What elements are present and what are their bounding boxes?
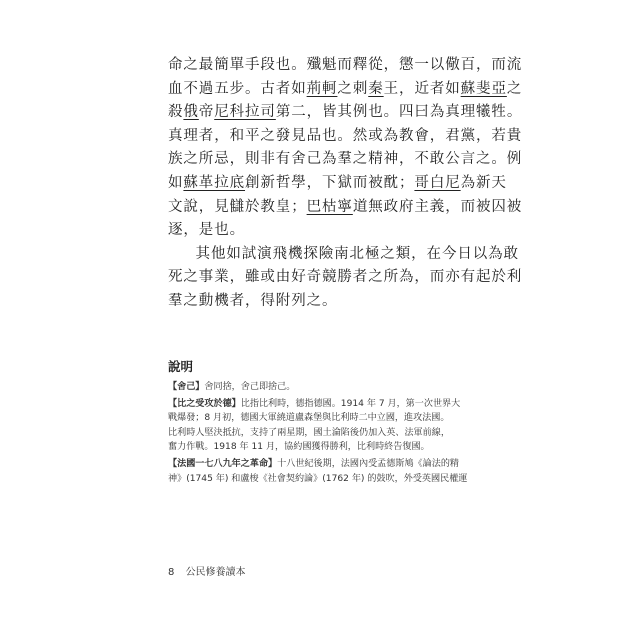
text-run: 道無政府主義，而被囚被 — [352, 198, 523, 215]
proper-name: 荊軻 — [306, 80, 338, 97]
text-line — [168, 172, 507, 196]
note-text: 比指比利時，德指德國。1914 年 7 月，第一次世界大 — [240, 398, 461, 409]
main-text — [168, 54, 523, 314]
text-line — [168, 219, 458, 243]
note-line — [168, 380, 458, 395]
text-line — [168, 266, 523, 290]
text-line — [168, 290, 458, 314]
proper-name: 蘇革拉底 — [183, 174, 246, 191]
text-run: 如 — [168, 174, 184, 191]
note-text: 神》(1745 年) 和盧梭《社會契約論》(1762 年) 的鼓吹，外受英國民權運 — [168, 473, 468, 484]
text-run: 命之最簡單手段也。殲魁而釋從，懲一以儆百，而流 — [168, 57, 523, 73]
text-run: 王，近者如 — [383, 80, 461, 97]
text-run: 族之所忌，則非有舍己為羣之精神，不敢公言之。例 — [168, 151, 523, 168]
text-run: 為新天 — [460, 174, 507, 191]
text-line — [168, 78, 523, 102]
note-line — [168, 472, 468, 487]
note-term: 【舍己】 — [168, 382, 205, 392]
text-run: 逐，是也。 — [168, 222, 245, 239]
proper-name: 俄 — [183, 104, 199, 121]
text-run: 創新哲學，下獄而被酖； — [245, 174, 415, 191]
note-text: 戰爆發；8 月初，德國大軍繞道盧森堡與比利時二中立國，進攻法國。 — [168, 413, 450, 424]
note-entry — [168, 457, 468, 486]
proper-name: 尼科拉司 — [214, 104, 276, 121]
proper-name: 秦 — [368, 80, 384, 97]
text-run: 血不過五步。古者如 — [168, 80, 307, 97]
text-run: 文說，見讎於教皇； — [168, 198, 307, 215]
text-line — [168, 148, 523, 172]
proper-name: 哥白尼 — [414, 174, 461, 191]
text-run: 死之事業，雖或由好奇競勝者之所為，而亦有起於利 — [168, 269, 523, 286]
note-text: 奮力作戰。1918 年 11 月，協約國獲得勝利，比利時終告復國。 — [168, 442, 430, 453]
note-term: 【比之受攻於德】 — [168, 398, 241, 409]
proper-name: 蘇斐亞 — [460, 80, 507, 97]
page-footer — [168, 563, 246, 578]
text-run: 真理者，和平之發見品也。然或為教會，君黨，若貴 — [168, 127, 523, 144]
proper-name: 巴枯寧 — [306, 198, 353, 215]
note-line — [168, 440, 458, 455]
note-line — [168, 397, 461, 412]
text-run: 帝 — [198, 104, 215, 121]
text-run: 殺 — [168, 104, 184, 121]
text-run: 之刺 — [337, 80, 369, 97]
notes-section — [168, 380, 468, 488]
book-title: 公民修養讀本 — [185, 567, 246, 578]
text-run: 羣之動機者，得附列之。 — [168, 292, 338, 309]
note-line — [168, 426, 458, 441]
text-run: 之 — [506, 80, 523, 97]
note-text: 舍同捨，舍己即捨己。 — [204, 382, 296, 392]
note-term: 【法國一七八九年之革命】 — [168, 458, 278, 469]
note-entry — [168, 397, 461, 455]
text-line — [168, 54, 523, 78]
note-text: 十八世紀後期，法國內受孟德斯鳩《論法的精 — [277, 458, 460, 469]
note-text: 比利時人堅決抵抗，支持了兩星期，國土淪陷後仍加入英、法軍前線， — [168, 427, 450, 438]
note-entry — [168, 380, 458, 395]
notes-heading: 說明 — [168, 359, 194, 374]
text-run: 其他如試演飛機探險南北極之類，在今日以為敢 — [195, 245, 519, 262]
note-line — [168, 411, 458, 426]
text-line — [168, 196, 523, 220]
page-number: 8 — [168, 567, 175, 578]
note-line — [168, 457, 458, 472]
text-line — [168, 101, 523, 125]
text-line — [168, 125, 523, 149]
text-line — [168, 243, 519, 267]
text-run: 第二，皆其例也。四曰為真理犧牲。 — [275, 104, 523, 121]
